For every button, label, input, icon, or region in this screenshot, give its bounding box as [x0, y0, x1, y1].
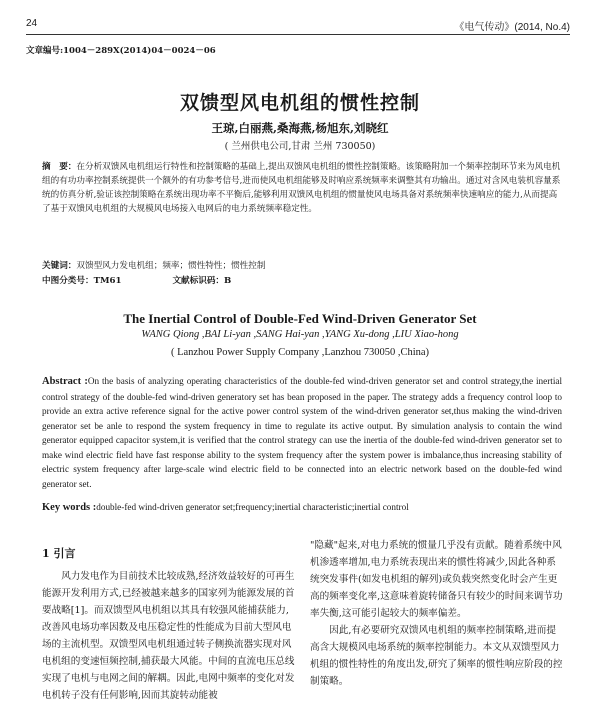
journal-name: 《电气传动》(2014, No.4) [454, 22, 570, 33]
english-abstract-label: Abstract : [42, 376, 88, 387]
page-number: 24 [26, 18, 38, 29]
section-heading: 1 引言 [42, 547, 76, 560]
english-authors: WANG Qiong ,BAI Li-yan ,SANG Hai-yan ,YANG Xu-dong ,LIU Xiao-hong [141, 329, 459, 340]
clc-value: TM61 [93, 276, 122, 286]
clc-label: 中图分类号： [42, 276, 94, 286]
chinese-authors: 王琼,白丽燕,桑海燕,杨旭东,刘晓红 [211, 121, 389, 135]
english-abstract [42, 374, 562, 491]
doc-code-label: 文献标识码： [172, 276, 225, 286]
body-paragraph: 因此,有必要研究双馈风电机组的频率控制策略,进而提高含大规模风电场系统的频率控制能力。本文从双馈型风力机组的惯性特性的角度出发,研究了频率的惯性响应阶段的控制策略。 [310, 625, 563, 687]
chinese-abstract-text: 在分析双馈风电机组运行特性和控制策略的基础上,提出双馈风电机组的惯性控制策略。该策略附加一个频率控制环节来为风电机组的有功功率控制系统提供一个额外的有功参考信号,进而使风电机组能够及时响应系统频率来调整其有功输出。通过对含风电装机容量系统的仿真分析,验证该控制策略在系统出现功率不平衡后,能够利用双馈风电机组的惯量使风电场具备对系统频率快速响应的能力,从而提高了基于双馈风电机组的大规模风电场接入电网后的电力系统频率稳定性。 [42, 162, 561, 214]
body-column-right [310, 537, 564, 690]
chinese-keywords-text: 双馈型风力发电机组；频率；惯性特性；惯性控制 [76, 261, 266, 271]
header-rule [26, 34, 570, 35]
chinese-title: 双馈型风电机组的惯性控制 [179, 92, 420, 114]
chinese-keywords-label: 关键词： [42, 261, 77, 271]
english-title: The Inertial Control of Double-Fed Wind-Driven Generator Set [123, 311, 477, 326]
english-keywords-text: double-fed wind-driven generator set;frequency;inertial characteristic;inertial control [96, 502, 409, 512]
body-paragraph: "隐藏"起来,对电力系统的惯量几乎没有贡献。随着系统中风机渗透率增加,电力系统表现出来的惯性将减少,因此各种系统突发事件(如发电机组的解列)或负载突然变化时会产生更高的频率变化率,这意味着旋转储备只有较少的时间来调节功率失衡,这可能引起较大的频率偏差。 [310, 540, 563, 619]
classification-line [42, 274, 231, 286]
chinese-abstract-label: 摘 要： [42, 162, 77, 172]
article-number: 文章编号:1004－289X(2014)04－0024－06 [26, 46, 216, 56]
english-affiliation: ( Lanzhou Power Supply Company ,Lanzhou 730050 ,China) [170, 347, 430, 358]
english-keywords-label: Key words : [42, 502, 97, 513]
doc-code-value: B [224, 276, 232, 286]
english-keywords [42, 502, 562, 513]
chinese-affiliation: ( 兰州供电公司,甘肃 兰州 730050) [224, 141, 376, 152]
body-paragraph: 风力发电作为目前技术比较成熟,经济效益较好的可再生能源开发利用方式,已经被越来越多的国家列为能源发展的首要战略[1]。而双馈型风电机组以其具有较强风能捕获能力,改善风电场功率因数及电压稳定性的性能成为目前大型风电场的主流机型。双馈型风电机组通过转子侧换流器实现对风电机组的变速恒频控制,捕获最大风能。中间的直流电压总线实现了电机与电网之间的解耦。因此,电网中频率的变化对发电机转子没有任何影响,因而其旋转动能被 [42, 571, 295, 701]
chinese-abstract [42, 160, 562, 216]
body-column-left [42, 568, 296, 704]
chinese-keywords [42, 259, 562, 271]
english-abstract-text: On the basis of analyzing operating characteristics of the double-fed wind-driven generator set and control strategy,the inertial control strategy of the double-fed wind-driven generatory set has bean proposed in the paper. The strategy adds a frequency control loop to provide an extra active reference signal for the active power control system of the wind-driven generator set,thus making the wind-driven generator set be anle to respond the system frequency in time to regulate its active output. By simulation analysis to contain the wind generator equipped capacitor system,it is verified that the control strategy can use the inertia of the double-fed wind-driven generator set to make wind electric field have fast response ability to the system frequency after the system power is imbalance,thus increasing stability of electric system frequency after large-scale wind electric field to be connected into an electric network based on the double-fed wind generator set. [42, 376, 563, 489]
